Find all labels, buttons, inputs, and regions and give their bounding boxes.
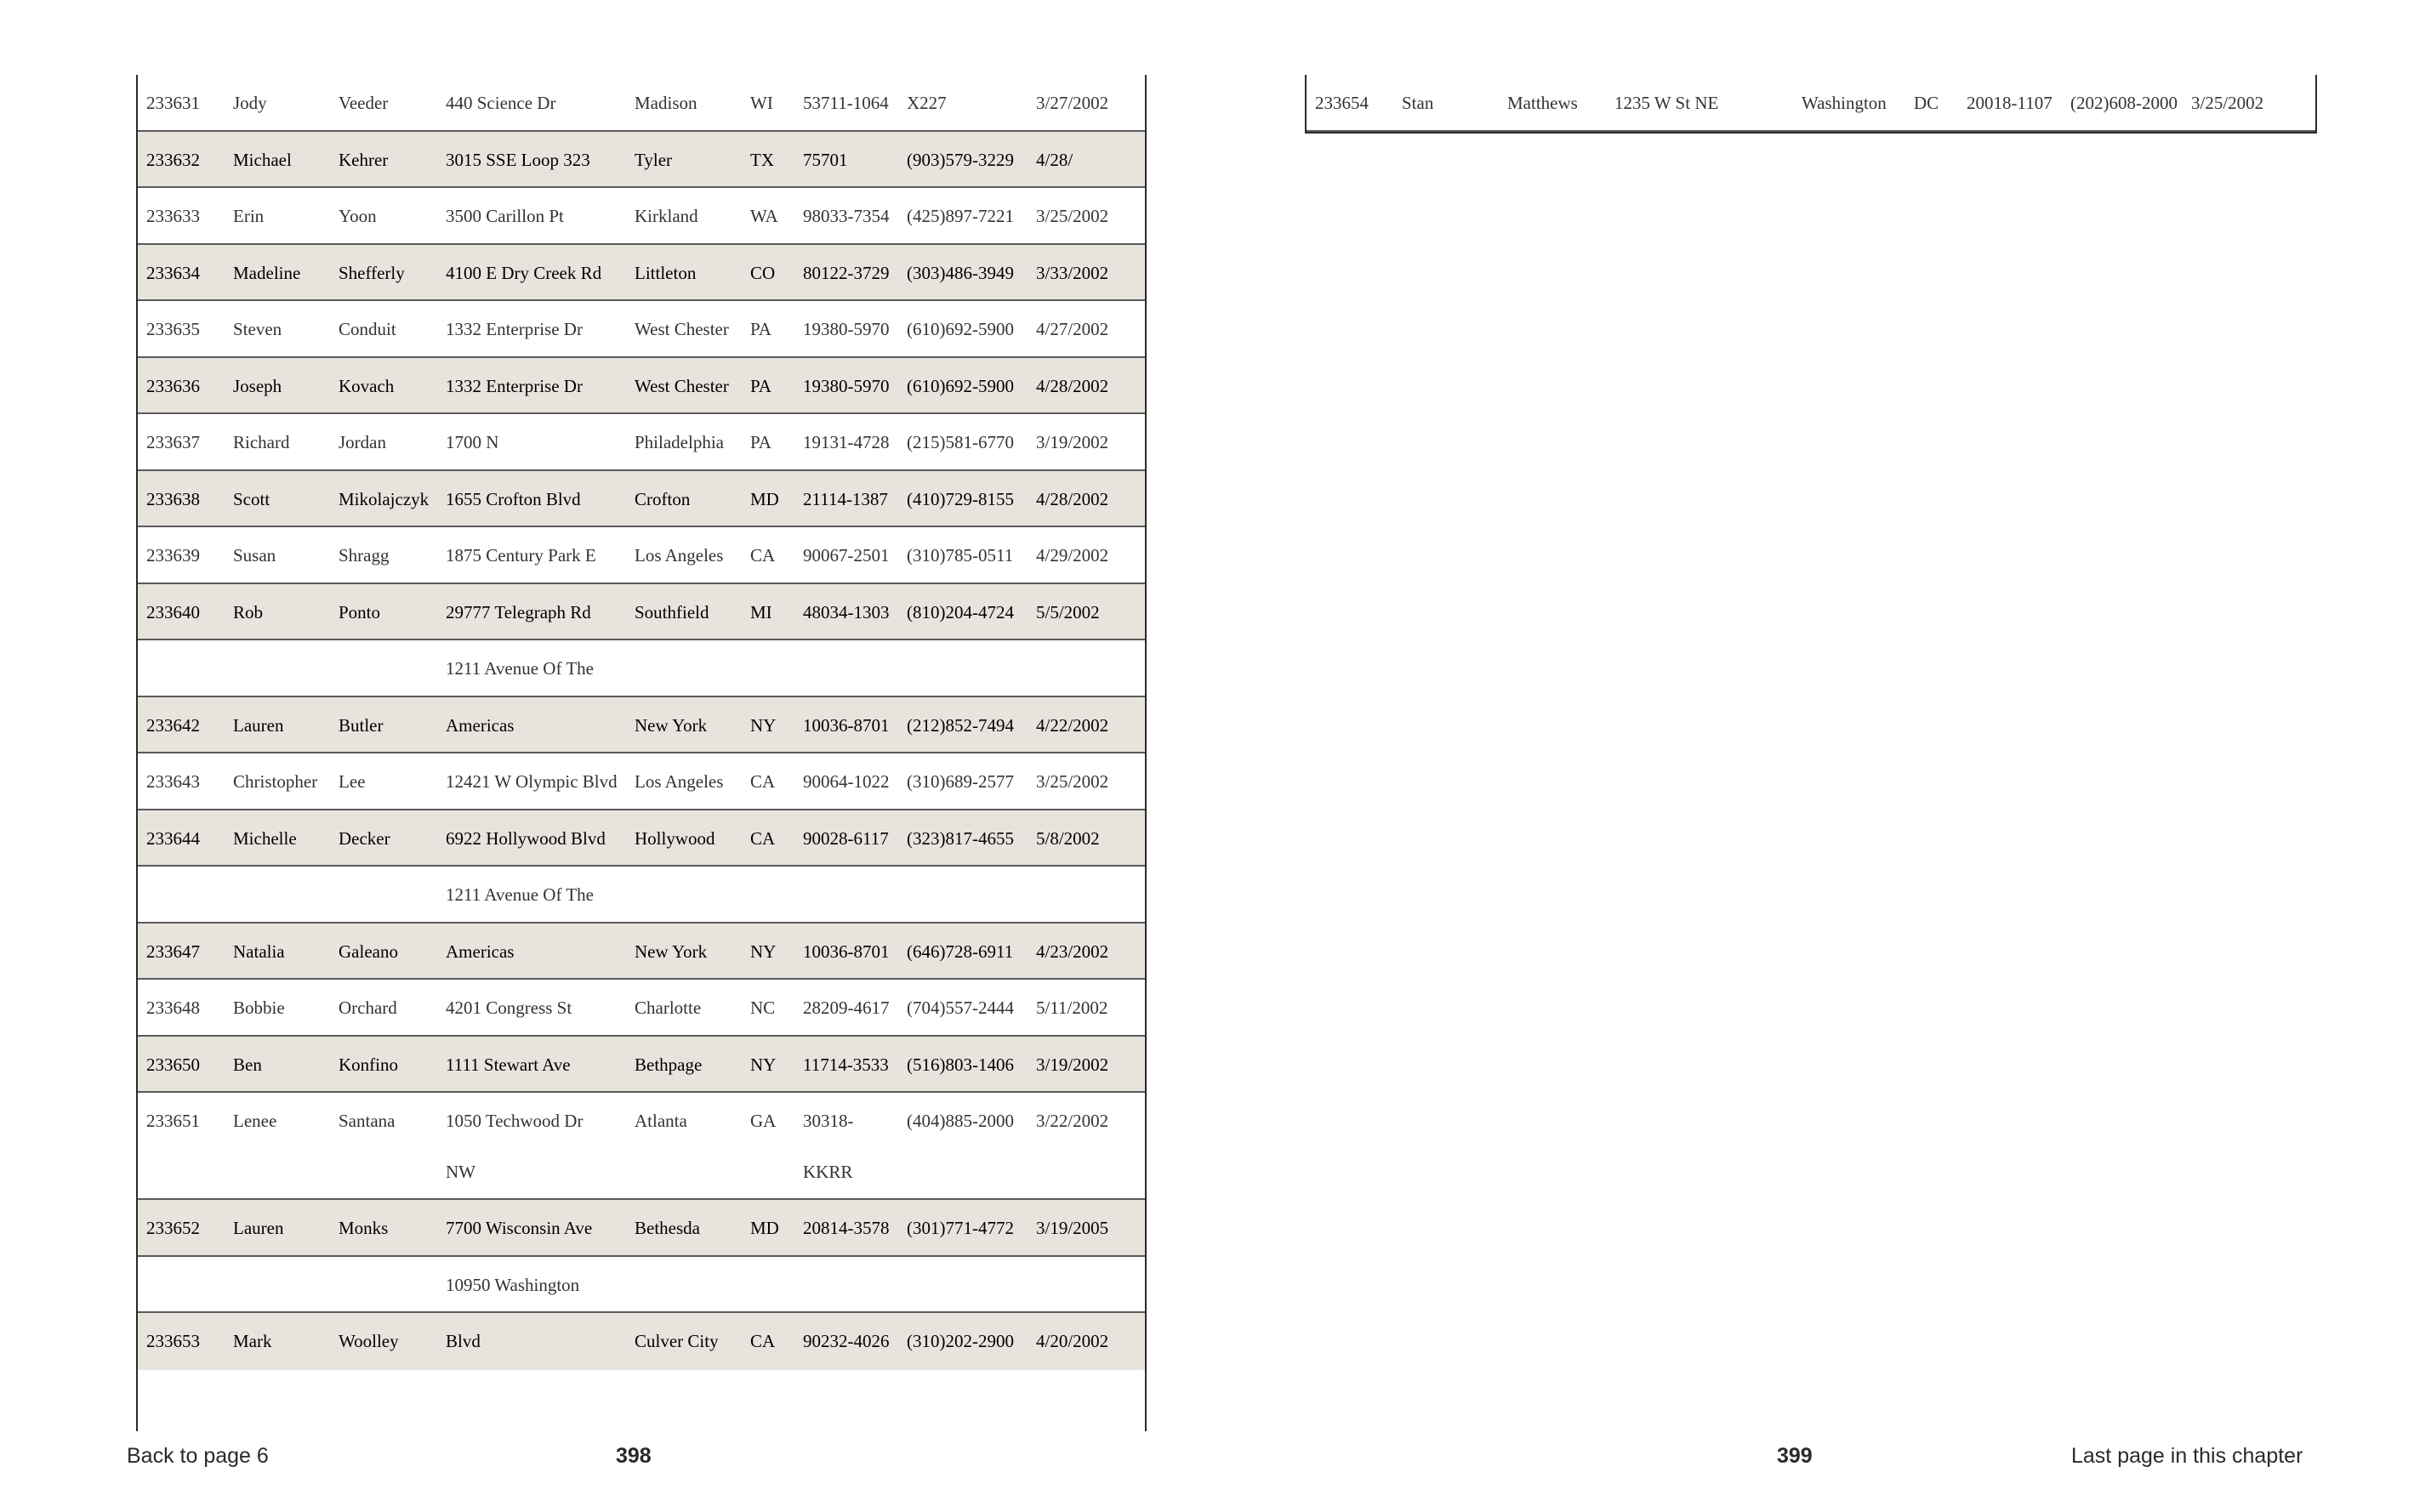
cell-state: PA	[750, 432, 771, 452]
cell-record-id: 233643	[146, 771, 200, 792]
cell-street-address: 1875 Century Park E	[446, 545, 596, 566]
table-row	[138, 1093, 1145, 1200]
cell-date: 3/19/2005	[1036, 1218, 1109, 1238]
cell-zip-code: 53711-1064	[803, 93, 889, 113]
cell-city: Crofton	[635, 488, 691, 509]
cell-street-address: 1211 Avenue Of The	[446, 658, 594, 679]
table-row	[138, 75, 1145, 132]
cell-street-address: 10950 Washington	[446, 1274, 580, 1295]
cell-record-id: 233634	[146, 262, 200, 283]
cell-last-name: Mikolajczyk	[339, 488, 430, 509]
cell-zip-code: 48034-1303	[803, 601, 890, 622]
cell-last-name: Orchard	[339, 998, 397, 1018]
cell-street-address: 6922 Hollywood Blvd	[446, 827, 606, 849]
cell-date: 3/25/2002	[2191, 93, 2264, 113]
table-row	[138, 471, 1145, 528]
table-row	[138, 1313, 1145, 1370]
address-table-left	[136, 75, 1147, 1431]
page-number-left: 398	[616, 1444, 652, 1468]
cell-first-name: Stan	[1402, 93, 1434, 113]
cell-first-name: Erin	[233, 206, 265, 226]
cell-state: PA	[750, 375, 771, 396]
cell-phone: (303)486-3949	[907, 262, 1014, 283]
cell-date: 5/11/2002	[1036, 998, 1108, 1018]
table-row	[138, 132, 1145, 189]
cell-city: West Chester	[635, 375, 729, 396]
cell-zip-code: 80122-3729	[803, 262, 890, 283]
cell-zip-code: 30318-	[803, 1111, 854, 1131]
cell-date: 3/25/2002	[1036, 771, 1109, 792]
cell-last-name: Monks	[339, 1218, 389, 1238]
cell-city: Bethpage	[635, 1054, 703, 1075]
cell-street-address: 3500 Carillon Pt	[446, 206, 564, 226]
cell-first-name: Mark	[233, 1331, 272, 1351]
cell-city: Southfield	[635, 601, 709, 622]
cell-phone: (810)204-4724	[907, 601, 1014, 622]
cell-record-id: 233650	[146, 1054, 200, 1075]
cell-street-address: 7700 Wisconsin Ave	[446, 1218, 593, 1238]
cell-phone: (410)729-8155	[907, 488, 1014, 509]
cell-date: 5/5/2002	[1036, 601, 1100, 622]
cell-street-address: 1211 Avenue Of The	[446, 884, 594, 905]
cell-first-name: Michelle	[233, 827, 297, 849]
cell-street-address: 1700 N	[446, 432, 499, 452]
cell-city: Madison	[635, 93, 697, 113]
cell-city: Los Angeles	[635, 545, 724, 566]
table-row	[138, 640, 1145, 697]
cell-zip-code: 10036-8701	[803, 941, 890, 962]
cell-street-address: Blvd	[446, 1331, 481, 1351]
cell-record-id: 233639	[146, 545, 200, 566]
cell-city: Philadelphia	[635, 432, 724, 452]
cell-first-name: Steven	[233, 319, 282, 339]
cell-first-name: Lauren	[233, 1218, 284, 1238]
cell-street-address: 4100 E Dry Creek Rd	[446, 262, 602, 283]
cell-last-name: Shragg	[339, 545, 390, 566]
table-row	[138, 1200, 1145, 1257]
cell-phone: (323)817-4655	[907, 827, 1014, 849]
cell-state: MI	[750, 601, 772, 622]
table-row	[138, 245, 1145, 302]
cell-first-name: Scott	[233, 488, 270, 509]
cell-first-name: Bobbie	[233, 998, 285, 1018]
cell-street-address: Americas	[446, 714, 515, 736]
cell-date: 3/25/2002	[1036, 206, 1109, 226]
cell-last-name: Santana	[339, 1111, 396, 1131]
cell-zip-code: 75701	[803, 149, 848, 170]
cell-phone: (215)581-6770	[907, 432, 1014, 452]
cell-street-address: 12421 W Olympic Blvd	[446, 771, 618, 792]
cell-first-name: Christopher	[233, 771, 318, 792]
cell-state: NC	[750, 998, 776, 1018]
last-page-note: Last page in this chapter	[2071, 1444, 2303, 1468]
cell-zip-code: 19131-4728	[803, 432, 890, 452]
cell-state: NY	[750, 1054, 777, 1075]
cell-phone: (202)608-2000	[2070, 93, 2178, 113]
cell-street-address: 1111 Stewart Ave	[446, 1054, 571, 1075]
cell-record-id: 233631	[146, 93, 200, 113]
cell-last-name: Butler	[339, 714, 384, 736]
cell-last-name: Matthews	[1507, 93, 1578, 113]
cell-record-id: 233642	[146, 714, 200, 736]
cell-first-name: Lauren	[233, 714, 284, 736]
cell-last-name: Veeder	[339, 93, 389, 113]
cell-state: NY	[750, 941, 777, 962]
cell-zip-code: 28209-4617	[803, 998, 890, 1018]
cell-street-address: 29777 Telegraph Rd	[446, 601, 591, 622]
cell-state: MD	[750, 488, 779, 509]
table-row	[1307, 75, 2315, 132]
back-to-page-link[interactable]: Back to page 6	[127, 1444, 269, 1468]
cell-first-name: Natalia	[233, 941, 285, 962]
cell-record-id: 233654	[1315, 93, 1369, 113]
cell-phone: (610)692-5900	[907, 375, 1014, 396]
cell-street-address: 1050 Techwood Dr	[446, 1111, 584, 1131]
cell-last-name: Decker	[339, 827, 390, 849]
cell-phone: (301)771-4772	[907, 1218, 1014, 1238]
cell-last-name: Kovach	[339, 375, 395, 396]
cell-state: WA	[750, 206, 778, 226]
cell-first-name: Jody	[233, 93, 267, 113]
cell-state: CA	[750, 545, 776, 566]
cell-zip-code: 20814-3578	[803, 1218, 890, 1238]
cell-zip-code: 10036-8701	[803, 714, 890, 736]
cell-last-name: Ponto	[339, 601, 381, 622]
cell-first-name: Susan	[233, 545, 276, 566]
cell-city: Kirkland	[635, 206, 698, 226]
cell-record-id: 233635	[146, 319, 200, 339]
cell-state: GA	[750, 1111, 777, 1131]
cell-state: MD	[750, 1218, 779, 1238]
cell-date: 4/22/2002	[1036, 714, 1109, 736]
cell-state: CO	[750, 262, 776, 283]
cell-street-address: 3015 SSE Loop 323	[446, 149, 590, 170]
cell-phone: (310)689-2577	[907, 771, 1014, 792]
cell-last-name: Kehrer	[339, 149, 389, 170]
cell-city: Littleton	[635, 262, 697, 283]
table-row	[138, 697, 1145, 754]
table-row	[138, 1037, 1145, 1094]
cell-state: DC	[1914, 93, 1939, 113]
cell-zip-code: 90064-1022	[803, 771, 890, 792]
cell-phone: X227	[907, 93, 947, 113]
cell-state: PA	[750, 319, 771, 339]
cell-record-id: 233652	[146, 1218, 200, 1238]
cell-zip-code: 19380-5970	[803, 375, 890, 396]
cell-last-name: Galeano	[339, 941, 398, 962]
cell-street-address: 440 Science Dr	[446, 93, 556, 113]
cell-street-address: 1332 Enterprise Dr	[446, 375, 583, 396]
cell-date: 4/28/2002	[1036, 375, 1109, 396]
table-row	[138, 358, 1145, 415]
table-row	[138, 414, 1145, 471]
cell-date: 4/27/2002	[1036, 319, 1109, 339]
cell-state: TX	[750, 149, 774, 170]
cell-last-name: Lee	[339, 771, 366, 792]
cell-phone: (212)852-7494	[907, 714, 1014, 736]
cell-city: Los Angeles	[635, 771, 724, 792]
table-row	[138, 867, 1145, 924]
cell-record-id: 233640	[146, 601, 200, 622]
cell-record-id: 233644	[146, 827, 200, 849]
cell-record-id: 233633	[146, 206, 200, 226]
cell-zip-code: 11714-3533	[803, 1054, 889, 1075]
cell-city: Washington	[1802, 93, 1887, 113]
cell-record-id: 233647	[146, 941, 200, 962]
cell-zip-code: 90028-6117	[803, 827, 889, 849]
cell-record-id: 233632	[146, 149, 200, 170]
cell-first-name: Richard	[233, 432, 290, 452]
cell-date: 4/28/2002	[1036, 488, 1109, 509]
cell-city: New York	[635, 714, 708, 736]
cell-date: 4/28/	[1036, 149, 1073, 170]
table-row	[138, 527, 1145, 584]
cell-record-id: 233651	[146, 1111, 200, 1131]
cell-date: 3/22/2002	[1036, 1111, 1109, 1131]
cell-city: Charlotte	[635, 998, 702, 1018]
cell-street-address: 1235 W St NE	[1614, 93, 1719, 113]
cell-first-name: Michael	[233, 149, 292, 170]
cell-last-name: Yoon	[339, 206, 377, 226]
cell-date: 3/19/2002	[1036, 432, 1109, 452]
cell-zip-code: 20018-1107	[1967, 93, 2052, 113]
cell-date: 4/29/2002	[1036, 545, 1109, 566]
cell-last-name: Woolley	[339, 1331, 399, 1351]
cell-last-name: Shefferly	[339, 262, 405, 283]
cell-phone: (903)579-3229	[907, 149, 1014, 170]
cell-zip-code: 98033-7354	[803, 206, 890, 226]
cell-city: Hollywood	[635, 827, 715, 849]
cell-last-name: Konfino	[339, 1054, 398, 1075]
cell-phone: (704)557-2444	[907, 998, 1014, 1018]
cell-state: WI	[750, 93, 773, 113]
cell-date: 3/19/2002	[1036, 1054, 1109, 1075]
cell-date: 3/33/2002	[1036, 262, 1109, 283]
cell-street-address: 4201 Congress St	[446, 998, 572, 1018]
cell-street-address: 1332 Enterprise Dr	[446, 319, 583, 339]
cell-phone: (646)728-6911	[907, 941, 1014, 962]
cell-first-name: Joseph	[233, 375, 282, 396]
cell-city: Bethesda	[635, 1218, 700, 1238]
cell-last-name: Conduit	[339, 319, 396, 339]
cell-date: 4/20/2002	[1036, 1331, 1109, 1351]
table-row	[138, 810, 1145, 867]
address-table-right	[1305, 75, 2317, 134]
cell-state: CA	[750, 827, 776, 849]
cell-first-name: Ben	[233, 1054, 262, 1075]
table-row	[138, 924, 1145, 981]
cell-phone: (516)803-1406	[907, 1054, 1014, 1075]
cell-zip-code: 90067-2501	[803, 545, 890, 566]
cell-street-address: 1655 Crofton Blvd	[446, 488, 581, 509]
table-row	[138, 753, 1145, 810]
cell-zip-code: 90232-4026	[803, 1331, 890, 1351]
cell-city: New York	[635, 941, 708, 962]
table-row	[138, 980, 1145, 1037]
cell-record-id: 233648	[146, 998, 200, 1018]
cell-street-address: Americas	[446, 941, 515, 962]
table-row	[138, 1257, 1145, 1314]
cell-record-id: 233638	[146, 488, 200, 509]
cell-city: West Chester	[635, 319, 729, 339]
cell-first-name: Lenee	[233, 1111, 277, 1131]
cell-phone: (404)885-2000	[907, 1111, 1014, 1131]
cell-first-name: Madeline	[233, 262, 301, 283]
cell-phone: (425)897-7221	[907, 206, 1014, 226]
cell-record-id: 233653	[146, 1331, 200, 1351]
cell-phone: (310)202-2900	[907, 1331, 1014, 1351]
cell-zip-code: KKRR	[803, 1162, 853, 1182]
table-row	[138, 301, 1145, 358]
cell-city: Tyler	[635, 149, 673, 170]
cell-state: CA	[750, 1331, 776, 1351]
table-row	[138, 584, 1145, 641]
cell-zip-code: 21114-1387	[803, 488, 888, 509]
cell-state: CA	[750, 771, 776, 792]
cell-last-name: Jordan	[339, 432, 386, 452]
cell-date: 4/23/2002	[1036, 941, 1109, 962]
cell-record-id: 233637	[146, 432, 200, 452]
page-number-right: 399	[1777, 1444, 1813, 1468]
cell-date: 5/8/2002	[1036, 827, 1100, 849]
cell-record-id: 233636	[146, 375, 200, 396]
cell-first-name: Rob	[233, 601, 264, 622]
cell-zip-code: 19380-5970	[803, 319, 890, 339]
cell-city: Atlanta	[635, 1111, 687, 1131]
cell-city: Culver City	[635, 1331, 719, 1351]
cell-phone: (610)692-5900	[907, 319, 1014, 339]
cell-state: NY	[750, 714, 777, 736]
table-row	[138, 188, 1145, 245]
cell-date: 3/27/2002	[1036, 93, 1109, 113]
cell-phone: (310)785-0511	[907, 545, 1014, 566]
cell-street-address: NW	[446, 1162, 475, 1182]
